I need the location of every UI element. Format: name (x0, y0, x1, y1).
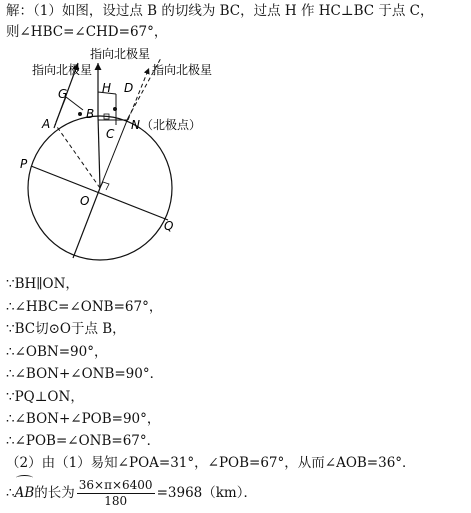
label-n-note: （北极点） (141, 118, 202, 132)
label-arrow-3: 指向北极星 (152, 63, 213, 77)
step-2: ∴∠HBC=∠ONB=67°， (6, 299, 163, 315)
step-1: ∵BH∥ON， (6, 276, 79, 292)
solution-line-2: 则∠HBC=∠CHD=67°， (6, 24, 168, 40)
step-7: ∴∠BON+∠POB=90°， (6, 411, 161, 427)
label-d: D (124, 81, 134, 95)
label-q: Q (164, 219, 174, 233)
fraction-numerator: 36×π×6400 (78, 478, 153, 492)
label-p: P (20, 157, 28, 171)
label-o: O (80, 194, 90, 208)
line-gb (66, 97, 83, 110)
final-mid: 的长为 (34, 485, 75, 501)
step-4: ∴∠OBN=90°， (6, 344, 108, 360)
label-a: A (42, 117, 51, 131)
step-9: （2）由（1）易知∠POA=31°，∠POB=67°，从而∠AOB=36°． (6, 455, 416, 471)
point-marker-1 (78, 112, 82, 116)
label-g: G (58, 87, 68, 101)
label-c: C (106, 127, 115, 141)
step-8: ∴∠POB=∠ONB=67°． (6, 433, 161, 449)
solution-line-1: 解：（1）如图，设过点 B 的切线为 BC，过点 H 作 HC⊥BC 于点 C， (6, 3, 434, 19)
step-5: ∴∠BON+∠ONB=90°． (6, 366, 164, 382)
point-marker-2 (113, 107, 117, 111)
final-result: =3968（km）． (156, 485, 257, 501)
arc-ab: AB (15, 478, 35, 508)
label-h: H (102, 81, 112, 95)
label-arrow-2: 指向北极星 (90, 47, 151, 61)
step-3: ∵BC切⊙O于点 B， (6, 321, 126, 337)
final-answer-line (6, 478, 257, 509)
final-prefix: ∴ (6, 485, 15, 501)
fraction-denominator: 180 (104, 494, 128, 508)
label-b: B (86, 107, 95, 121)
label-n: N (131, 118, 140, 132)
line-ob (98, 116, 100, 188)
label-arrow-1: 指向北极星 (32, 63, 93, 77)
step-6: ∵PQ⊥ON， (6, 389, 84, 405)
length-fraction (77, 478, 155, 509)
geometry-figure (0, 40, 260, 270)
right-angle-o (100, 182, 109, 190)
